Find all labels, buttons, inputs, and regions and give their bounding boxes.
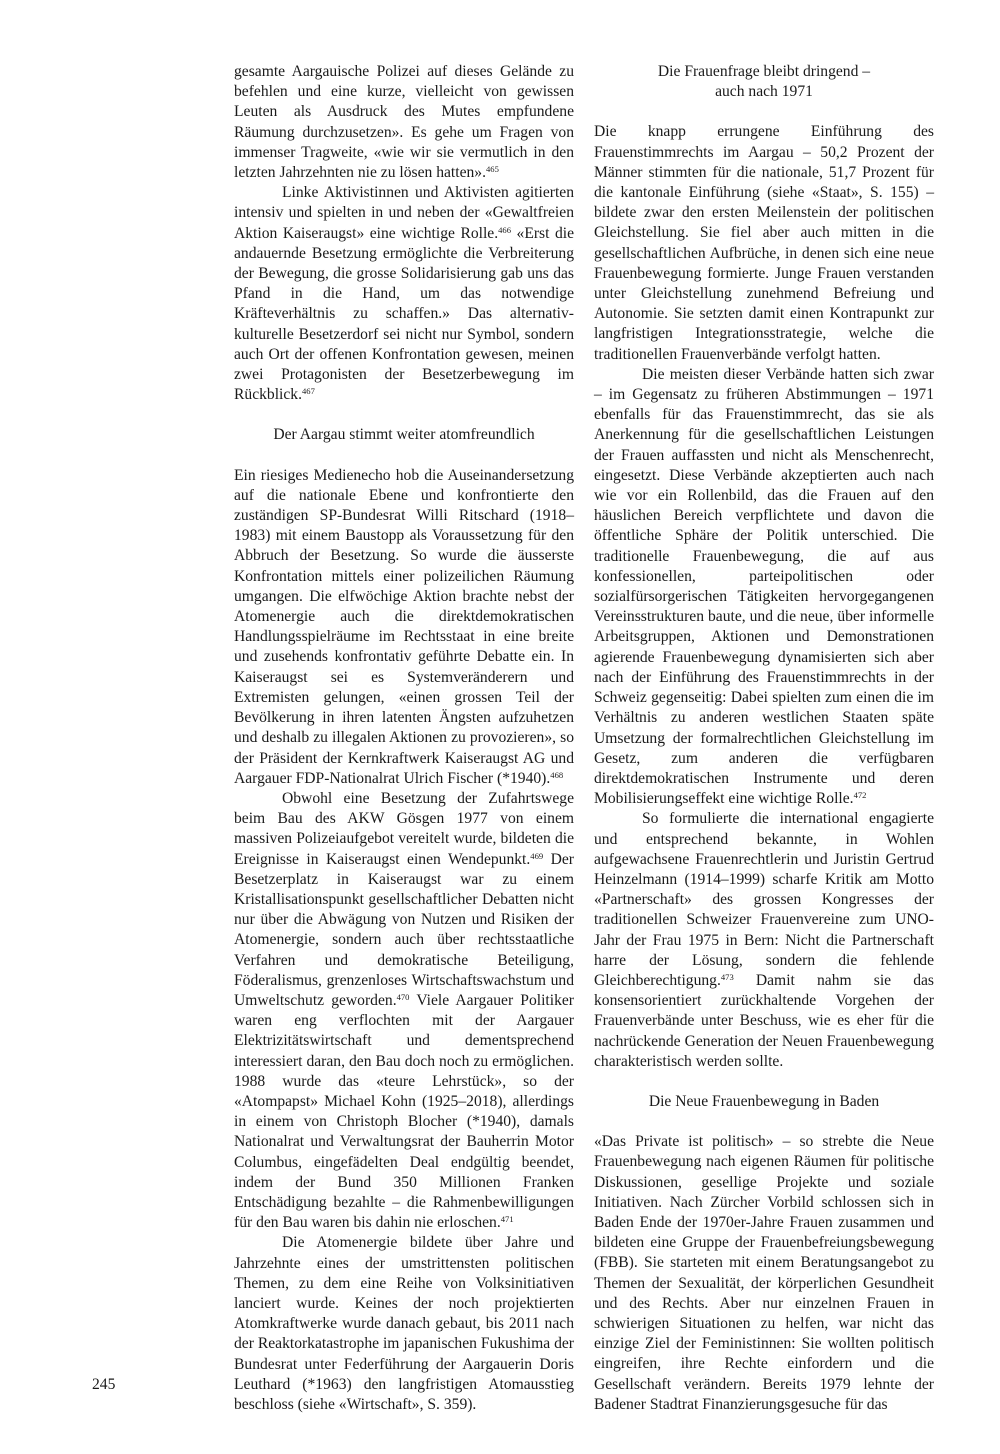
footnote-ref[interactable]: 466 (498, 224, 512, 235)
footnote-ref[interactable]: 470 (396, 991, 410, 1002)
paragraph: gesamte Aargauische Polizei auf dieses Gelände zu befehlen und eine kurze, vielleicht von gewissen Leuten als Ausdruck des Mutes empfundene Räumung durchzusetzen». Es gehe um Fragen von immenser Tragweite, «wie wir sie vermutlich in den letzten Jahrzehnten nie zu lösen hatten».$^{465}$ (234, 63, 574, 182)
paragraph: Die Atomenergie bildete über Jahre und Jahrzehnte eines der umstrittensten politischen Themen, zu dem eine Reihe von Volksinitiativen lanciert wurde. Keines der noch projektierten Atomkraftwerke wurde danach gebaut, bis 2011 nach der Reaktorkatastrophe im japanischen Fukushima der Bundesrat unter Federführung der Aargauerin Doris Leuthard (*1963) den langfristigen Atomausstieg beschloss (siehe «Wirtschaft», S. 359). (234, 1234, 574, 1413)
footnote-ref[interactable]: 465 (486, 163, 499, 174)
paragraph: Die knapp errungene Einführung des Frauenstimmrechts im Aargau – 50,2 Prozent der Männer stimmten für die nationale, 51,7 Prozent für die kantonale Einführung (siehe «Staat», S. 155) – bildete zwar den ersten Meilenstein der politischen Gleichstellung. Sie fiel aber auch mitten in die gesellschaftlichen Aufbrüche, in denen sich eine neue Frauenbewegung formierte. Junge Frauen verstanden unter Gleichstellung zunehmend Befreiung und Autonomie. Sie setzten damit einen Kontrapunkt zur langfristigen Integrationsstrategie, welche die traditionellen Frauenverbände verfolgt hatten. (594, 123, 934, 363)
footnote-ref[interactable]: 467 (302, 386, 315, 397)
footnote-ref[interactable]: 471 (500, 1214, 514, 1225)
left-column (234, 62, 574, 1415)
section-heading: Die Neue Frauenbewegung in Baden (648, 1092, 880, 1110)
section-heading: Die Frauenfrage bleibt dringend – auch nach 1971 (657, 63, 871, 101)
footnote-ref[interactable]: 472 (853, 789, 867, 800)
footnote-ref[interactable]: 473 (720, 971, 734, 982)
paragraph: Die meisten dieser Verbände hatten sich zwar – im Gegensatz zu früheren Abstimmungen – 1971 ebenfalls für das Frauenstimmrecht, das sie als Anerkennung für die gesellschaftlichen Leistungen der Frauen auffassten und nicht als Menschenrecht, eingesetzt. Diese Verbände akzeptierten auch nach wie vor ein Rollenbild, das die Frauen auf den häuslichen Bereich verpflichtete und davon die öffentliche Sphäre der Politik unterschied. Die traditionelle Frauenbewegung, die auf aus konfessionellen, parteipolitischen oder sozialfürsorgerischen Tätigkeiten hervorgegangenen Vereinsstrukturen baute, und die neue, über informelle Arbeitsgruppen, Aktionen und Demonstrationen agierende Frauenbewegung dynamisierten sich aber nach der Einführung des Frauenstimmrechts in der Schweiz gegenseitig: Dabei spielten zum einen die im Verhältnis zu anderen westlichen Staaten späte Umsetzung der formalrechtlichen Gleichstellung im Gesetz, zum anderen die verfügbaren direktdemokratischen Instrumente und deren Mobilisierungseffekt eine wichtige Rolle.$^{472}$ (594, 365, 934, 808)
footnote-ref[interactable]: 469 (530, 850, 544, 861)
paragraph: «Das Private ist politisch» – so strebte die Neue Frauenbewegung nach eigenen Räumen für politische Diskussionen, gesellige Projekte und soziale Initiativen. Nach Zürcher Vorbild schlossen sich in Baden Ende der 1970er-Jahre Frauen zusammen und bildeten eine Gruppe der Frauenbefreiungsbewegung (FBB). Sie starteten mit einem Beratungsangebot zu Themen der Sexualität, der körperlichen Gesundheit und des Rechts. Aber nur einzelnen Frauen in schwierigen Situationen zu helfen, war nicht das einzige Ziel der Feministinnen: Sie wollten politisch eingreifen, ihre Rechte einfordern und die Gesellschaft verändern. Bereits 1979 lehnte der Badener Stadtrat Finanzierungsgesuche für das (594, 1133, 934, 1413)
paragraph: Obwohl eine Besetzung der Zufahrtswege beim Bau des AKW Gösgen 1977 von einem massiven Polizeiaufgebot vereitelt wurde, bildeten die Ereignisse in Kaiseraugst einen Wendepunkt.$^{469}$ Der Besetzerplatz in Kaiseraugst war zu einem Kristallisationspunkt gesellschaftlicher Debatten nicht nur über die Abwägung von Nutzen und Risiken der Atomenergie, sondern auch über rechtsstaatliche Verfahren und demokratische Beteiligung, Föderalismus, grenzenloses Wirtschaftswachstum und Umweltschutz geworden.$^{470}$ Viele Aargauer Politiker waren eng verflochten mit der Aargauer Elektrizitätswirtschaft und dementsprechend interessiert daran, den Bau doch noch zu ermöglichen. 1988 wurde das «teure Lehrstück», so der «Atompapst» Michael Kohn (1925–2018), allerdings in einem von Christoph Blocher (*1940), damals Nationalrat und Verwaltungsrat der Bauherrin Motor Columbus, eingefädelten Deal endgültig beendet, indem der Bund 350 Millionen Franken Entschädigung bezahlte – die Rahmenbewilligungen für den Bau waren bis dahin nie erloschen.$^{471}$ (234, 789, 574, 1232)
section-heading: Der Aargau stimmt weiter atomfreundlich (273, 426, 535, 444)
right-column (594, 62, 934, 1415)
paragraph: Linke Aktivistinnen und Aktivisten agitierten intensiv und spielten in und neben der «Gewaltfreien Aktion Kaiseraugst» eine wichtige Rolle.$^{466}$ «Erst die andauernde Besetzung ermöglichte die Verbreiterung der Bewegung, die grosse Solidarisierung gab uns das Pfand in die Hand, um das notwendige Kräfteverhältnis zu schaffen.» Das alternativ-kulturelle Besetzerdorf sei nicht nur Symbol, sondern auch Ort der offenen Konfrontation gewesen, meinen zwei Protagonisten der Besetzerbewegung im Rückblick.$^{467}$ (234, 184, 575, 404)
footnote-ref[interactable]: 468 (550, 769, 564, 780)
paragraph: So formulierte die international engagierte und entsprechend bekannte, in Wohlen aufgewachsene Frauenrechtlerin und Juristin Gertrud Heinzelmann (1914–1999) scharfe Kritik am Motto «Partnerschaft» des grossen Kongresses der traditionellen Schweizer Frauenvereine zum UNO-Jahr der Frau 1975 in Bern: Nicht die Partnerschaft harre der Lösung, sondern die fehlende Gleichberechtigung.$^{473}$ Damit nahm sie das konsensorientiert zurückhaltende Vorgehen der Frauenverbände unter Beschuss, wie es eher für die nachrückende Generation der Neuen Frauenbewegung charakteristisch werden sollte. (594, 810, 934, 1070)
page-number: 245 (92, 1376, 116, 1393)
paragraph: Ein riesiges Medienecho hob die Auseinandersetzung auf die nationale Ebene und konfrontierte den zuständigen SP-Bundesrat Willi Ritschard (1918–1983) mit einem Baustopp als Voraussetzung für den Abbruch der Besetzung. So wurde die äusserste Konfrontation mittels einer polizeilichen Räumung umgangen. Die elfwöchige Aktion brachte nebst der Atomenergie auch die direktdemokratischen Handlungsspielräume im Rechtsstaat in eine breite und zusehends konfrontativ geführte Debatte ein. In Kaiseraugst sei es Systemveränderern und Extremisten gelungen, «einen grossen Teil der Bevölkerung in ihren latenten Ängsten aufzuhetzen und deshalb zu illegalen Aktionen zu provozieren», so der Präsident der Kernkraftwerk Kaiseraugst AG und Aargauer FDP-Nationalrat Ulrich Fischer (*1940).$^{468}$ (234, 466, 574, 787)
